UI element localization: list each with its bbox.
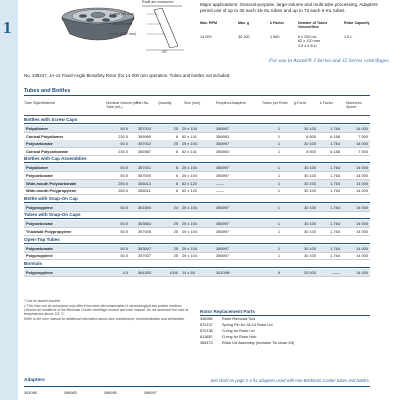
cell-max-speed: 14 000 <box>356 269 368 275</box>
col-header-style: Tube Style/Material <box>24 101 55 105</box>
replacement-part-label: O-ring for Rotor Hub <box>222 335 257 339</box>
cell-g-force: 8 600 <box>306 148 316 154</box>
cell-style: Polypropylene <box>26 269 53 275</box>
cell-k-factor: 6.158 <box>330 148 340 154</box>
cell-part-no: 357007 <box>138 253 151 259</box>
cell-volume: 4.0 <box>122 269 128 275</box>
table-row <box>24 228 370 236</box>
cell-volume: 50.0 <box>120 173 128 178</box>
adapters-title: Adapters <box>24 378 45 383</box>
cell-volume: 50.0 <box>120 126 128 131</box>
cell-quantity: 25 <box>173 126 178 131</box>
spec-header-capacity: Rotor Capacity <box>344 21 370 25</box>
cell-quantity: 24 <box>173 204 178 210</box>
cell-k-factor: 1.764 <box>330 204 340 210</box>
section-title: Bottles with Screw Caps <box>24 117 370 124</box>
cell-volume: 230.0 <box>118 148 128 154</box>
adapter-number: 342098 <box>24 391 37 395</box>
cell-k-factor: 1.764 <box>330 188 340 194</box>
cell-part-no: 363664 <box>138 221 151 227</box>
spec-header-rpm: Max. RPM <box>200 21 217 25</box>
tab-number: 1 <box>3 18 12 37</box>
cell-size: 62 x 120 <box>182 188 197 194</box>
cell-g-force: 30 100 <box>304 173 316 178</box>
table-row <box>24 252 370 260</box>
cell-adapters: —— <box>216 188 224 194</box>
cell-k-factor: 1.764 <box>330 253 340 259</box>
adapter-number: 356983 <box>64 391 77 395</box>
cell-part-no: 356989 <box>138 133 151 139</box>
replacement-part-label: Rotor Lid Assembly (includes Tie-down Kit) <box>222 341 295 345</box>
col-header-gforce: g-Force <box>294 101 307 105</box>
cell-tubes-per-rotor: 1 <box>277 180 280 186</box>
cell-max-speed: 14 000 <box>356 188 368 194</box>
cell-volume: 50.0 <box>120 245 128 251</box>
replacement-part <box>200 335 256 340</box>
cell-adapters: 356997 <box>216 253 229 259</box>
table-row <box>24 204 370 212</box>
cell-volume: 50.0 <box>120 204 128 210</box>
cell-adapters: 356997 <box>216 126 229 131</box>
cell-adapters: 356997 <box>216 245 229 251</box>
cell-part-no: 356011 <box>138 188 151 194</box>
cell-k-factor: 1.764 <box>330 126 340 131</box>
cell-tubes-per-rotor: 9 <box>277 269 280 275</box>
col-header-tubes-per-rotor: Tubes per Rotor <box>262 101 288 105</box>
cell-k-factor: 1.764 <box>330 221 340 227</box>
adapter-number: 356997 <box>144 391 157 395</box>
cell-part-no: 357005 <box>138 229 151 234</box>
cell-k-factor: 1.764 <box>330 141 340 147</box>
cell-adapters: 342098* <box>216 269 231 275</box>
footnote-autoclave: ‡ This rotor can be autoclaved only after it has been decontaminated of microbiological and protein residues. Observe all conditions of the Beckman Coulter centrifuge manual and rotor manual. Do not autoclave the rotor at temperatures above 121 °C. <box>24 304 189 316</box>
replacement-part <box>200 323 272 328</box>
cell-max-speed: 14 000 <box>356 165 368 171</box>
cell-part-no: 357002 <box>138 141 151 147</box>
figure-label-rmax: r_max (15 mm) <box>110 12 135 16</box>
cell-style: Polypropylene <box>26 253 53 259</box>
cell-max-speed: 14 000 <box>356 253 368 259</box>
cell-g-force: 30 100 <box>304 165 316 171</box>
cell-size: 29 x 104 <box>182 173 197 178</box>
col-header-kfactor: k Factor <box>320 101 333 105</box>
cell-adapters: 356997 <box>216 165 229 171</box>
cell-part-no: 361694 <box>138 204 151 210</box>
cell-max-speed: 14 000 <box>356 221 368 227</box>
cell-style: Wide-mouth Polycarbonate <box>26 180 77 186</box>
cell-style: Polyallomer <box>26 126 49 131</box>
side-tab <box>0 0 18 400</box>
cell-volume: 50.0 <box>120 253 128 259</box>
col-header-size: Size (mm) <box>184 101 201 105</box>
header-divider <box>24 115 370 116</box>
cell-style: Polyallomer <box>26 165 49 171</box>
cell-adapters: 356997 <box>216 229 229 234</box>
cell-volume: 230.0 <box>118 133 128 139</box>
cell-size: 29 x 104 <box>182 141 197 147</box>
cell-g-force: 8 600 <box>306 133 316 139</box>
cell-tubes-per-rotor: 1 <box>277 165 280 171</box>
cell-quantity: 25 <box>173 141 178 147</box>
cell-size: 29 x 104 <box>182 245 197 251</box>
cell-tubes-per-rotor: 1 <box>277 141 280 147</box>
table-title: Tubes and Bottles <box>24 88 370 96</box>
cell-k-factor: 1.764 <box>330 173 340 178</box>
replacement-part-number: 870138 <box>200 329 213 333</box>
cell-quantity: 6 <box>175 148 178 154</box>
cell-max-speed: 14 000 <box>356 173 368 178</box>
cell-part-no: 356013 <box>138 180 151 186</box>
cell-tubes-per-rotor: 1 <box>277 245 280 251</box>
footnote-double-stack: * Can be double stacked. <box>24 299 61 303</box>
figure-caption: Radii are measured <box>142 0 174 4</box>
cell-quantity: 6 <box>175 180 178 186</box>
cell-g-force: 30 100 <box>304 229 316 234</box>
cell-part-no: 356987 <box>138 148 151 154</box>
cell-tubes-per-rotor: 1 <box>277 133 280 139</box>
cell-quantity: 6 <box>175 133 178 139</box>
cell-size: 62 x 141 <box>182 148 197 154</box>
cell-g-force: 30 100 <box>304 253 316 259</box>
cell-style: Polycarbonate <box>26 173 53 178</box>
section-title: Bottles with Cap Assemblies <box>24 156 370 163</box>
rotor-diagram <box>50 0 190 56</box>
cell-tubes-per-rotor: 1 <box>277 253 280 259</box>
cell-g-force: 30 100 <box>304 188 316 194</box>
cell-k-factor: 1.764 <box>330 245 340 251</box>
figure-angle: 25° <box>162 50 168 54</box>
cell-adapters: 356997 <box>216 141 229 147</box>
spec-header-tubes: Number of Tubes Volume/Size <box>298 21 328 29</box>
cell-volume: 50.0 <box>120 165 128 171</box>
cell-quantity: 25 <box>173 229 178 234</box>
cell-style: Polycarbonate <box>26 245 53 251</box>
section-title: BioVials <box>24 261 370 268</box>
spec-header-k: k Factor <box>270 21 284 25</box>
intro-text: Major applications: General-purpose, large-volume and multi-tube processing. Adapters permit use of up to 30 each 15-mL tubes and up to 72 each 5-mL tubes. <box>200 2 378 13</box>
cell-max-speed: 7 500 <box>358 133 368 139</box>
cell-style: Thickwall Polypropylene <box>26 229 72 234</box>
cell-quantity: 6 <box>175 165 178 171</box>
cell-k-factor: 1.764 <box>330 165 340 171</box>
cell-size: 14 x 55 <box>182 269 195 275</box>
spec-value-rpm: 14 000 <box>200 35 212 39</box>
cell-k-factor: 6.158 <box>330 133 340 139</box>
table-row <box>24 269 370 277</box>
cell-volume: 50.0 <box>120 221 128 227</box>
cell-volume: 250.0 <box>118 188 128 194</box>
cell-adapters: 356997 <box>216 221 229 227</box>
cell-tubes-per-rotor: 1 <box>277 204 280 210</box>
cell-tubes-per-rotor: 1 <box>277 221 280 227</box>
cell-adapters: 356983 <box>216 148 229 154</box>
cell-quantity: 25 <box>173 253 178 259</box>
cell-part-no: 357001 <box>138 165 151 171</box>
cell-g-force: 20 000 <box>304 269 316 275</box>
footnote-rotor-manual: Refer to the rotor manual for additional information about rotor maintenance, decontamination and sterilization. <box>24 317 186 321</box>
replacement-part <box>200 317 255 322</box>
section-title: Open-Top Tubes <box>24 237 370 244</box>
cell-size: 62 x 120 <box>182 180 197 186</box>
cell-max-speed: 14 000 <box>356 245 368 251</box>
footnotes <box>24 299 189 322</box>
table-row <box>24 148 370 156</box>
cell-k-factor: 1.764 <box>330 180 340 186</box>
replacement-part <box>200 341 294 346</box>
cell-style: Conical Polyallomer <box>26 133 64 139</box>
section-title: Bottle with Snap-On Cap <box>24 196 370 203</box>
cell-tubes-per-rotor: 1 <box>277 229 280 234</box>
figure-label-rav: r_av (8.5 mm) <box>110 22 133 26</box>
cell-size: 29 x 104 <box>182 204 197 210</box>
cell-g-force: 30 100 <box>304 221 316 227</box>
rotor-description: No. 339247, JA-14 Fixed-Angle Biosafety Rotor (for 14 000 rpm operation. Tubes and bottles not included. <box>24 73 231 78</box>
cell-adapters: 356997 <box>216 173 229 178</box>
cell-size: 29 x 104 <box>182 253 197 259</box>
cell-tubes-per-rotor: 1 <box>277 148 280 154</box>
cell-part-no: 357003 <box>138 126 151 131</box>
cell-volume: 250.0 <box>118 180 128 186</box>
cell-max-speed: 14 000 <box>356 180 368 186</box>
avanti-note: For use in Avanti® J Series and J2 Series centrifuges. <box>269 58 390 64</box>
replacement-part-label: O-ring for Rotor Lid <box>222 329 255 333</box>
col-header-volume: Nominal Volume per Tube (mL) <box>106 101 139 110</box>
replacement-parts-title: Rotor Replacement Parts <box>200 309 370 316</box>
spec-value-tubes: 6 x 250 mL 62 x 120 mm 2.5 x 4.8 in <box>298 35 320 48</box>
section-title: Tubes with Snap-On Caps <box>24 212 370 219</box>
col-header-maxspeed: Maximum Speed <box>346 101 362 110</box>
cell-style: Wide-mouth Polypropylene <box>26 188 77 194</box>
cell-size: 29 x 104 <box>182 165 197 171</box>
cell-max-speed: 14 000 <box>356 141 368 147</box>
cell-quantity: 25 <box>173 221 178 227</box>
cell-quantity: 6 <box>175 173 178 178</box>
cell-g-force: 30 100 <box>304 180 316 186</box>
cell-quantity: 6 <box>175 188 178 194</box>
cell-size: 62 x 141 <box>182 133 197 139</box>
rotor-figure <box>50 0 190 56</box>
cell-max-speed: 14 000 <box>356 204 368 210</box>
cell-part-no: 357000 <box>138 173 151 178</box>
col-header-quantity: Quantity <box>158 101 172 105</box>
cell-style: Polycarbonate <box>26 221 53 227</box>
replacement-part-label: Rotor Removal Tool <box>222 317 256 321</box>
replacement-part-number: 366473 <box>200 341 213 345</box>
cell-part-no: 363647 <box>138 245 151 251</box>
cell-size: 29 x 104 <box>182 221 197 227</box>
cell-max-speed: 14 000 <box>356 229 368 234</box>
cell-size: 29 x 104 <box>182 229 197 234</box>
cell-g-force: 30 100 <box>304 126 316 131</box>
spec-value-g: 30 100 <box>238 35 250 39</box>
replacement-part-label: Spring Pin for JA-14 Rotor Lid <box>222 323 273 327</box>
spec-value-k: 1 660 <box>270 35 280 39</box>
cell-volume: 50.0 <box>120 141 128 147</box>
cell-style: Polypropylene <box>26 204 53 210</box>
adapter-number: 356995 <box>104 391 117 395</box>
cell-g-force: 30 100 <box>304 204 316 210</box>
cell-tubes-per-rotor: 1 <box>277 173 280 178</box>
figure-label-rmin: r_min (3.37 mm) <box>110 32 137 36</box>
table-row <box>24 187 370 195</box>
adapters-note: See chart on page 2-4 for adapters used with non-Beckman Coulter tubes and bottles. <box>210 378 370 383</box>
cell-adapters: 356983 <box>216 133 229 139</box>
cell-max-speed: 14 000 <box>356 126 368 131</box>
cell-adapters: 356997 <box>216 204 229 210</box>
cell-quantity: 25 <box>173 245 178 251</box>
cell-volume: 50.0 <box>120 229 128 234</box>
cell-g-force: 30 100 <box>304 141 316 147</box>
spec-value-capacity: 1.5 L <box>344 35 353 39</box>
cell-quantity: 1000 <box>169 269 178 275</box>
cell-tubes-per-rotor: 1 <box>277 126 280 131</box>
cell-style: Polycarbonate <box>26 141 53 147</box>
col-header-partno: Part No. <box>136 101 150 105</box>
replacement-part <box>200 329 255 334</box>
cell-tubes-per-rotor: 1 <box>277 188 280 194</box>
cell-adapters: —— <box>216 180 224 186</box>
cell-g-force: 30 100 <box>304 245 316 251</box>
cell-max-speed: 7 500 <box>358 148 368 154</box>
adapters-divider <box>24 386 370 387</box>
spec-header-g: Max. g <box>238 21 250 25</box>
cell-size: 29 x 104 <box>182 126 197 131</box>
cell-k-factor: 1.764 <box>330 229 340 234</box>
cell-k-factor: —— <box>332 269 340 275</box>
replacement-part-number: 346965 <box>200 317 213 321</box>
replacement-part-number: 870137 <box>200 323 213 327</box>
cell-part-no: 564353 <box>138 269 151 275</box>
col-header-adapters: Required Adapters <box>216 101 246 105</box>
cell-style: Conical Polycarbonate <box>26 148 68 154</box>
replacement-part-number: 811850 <box>200 335 213 339</box>
